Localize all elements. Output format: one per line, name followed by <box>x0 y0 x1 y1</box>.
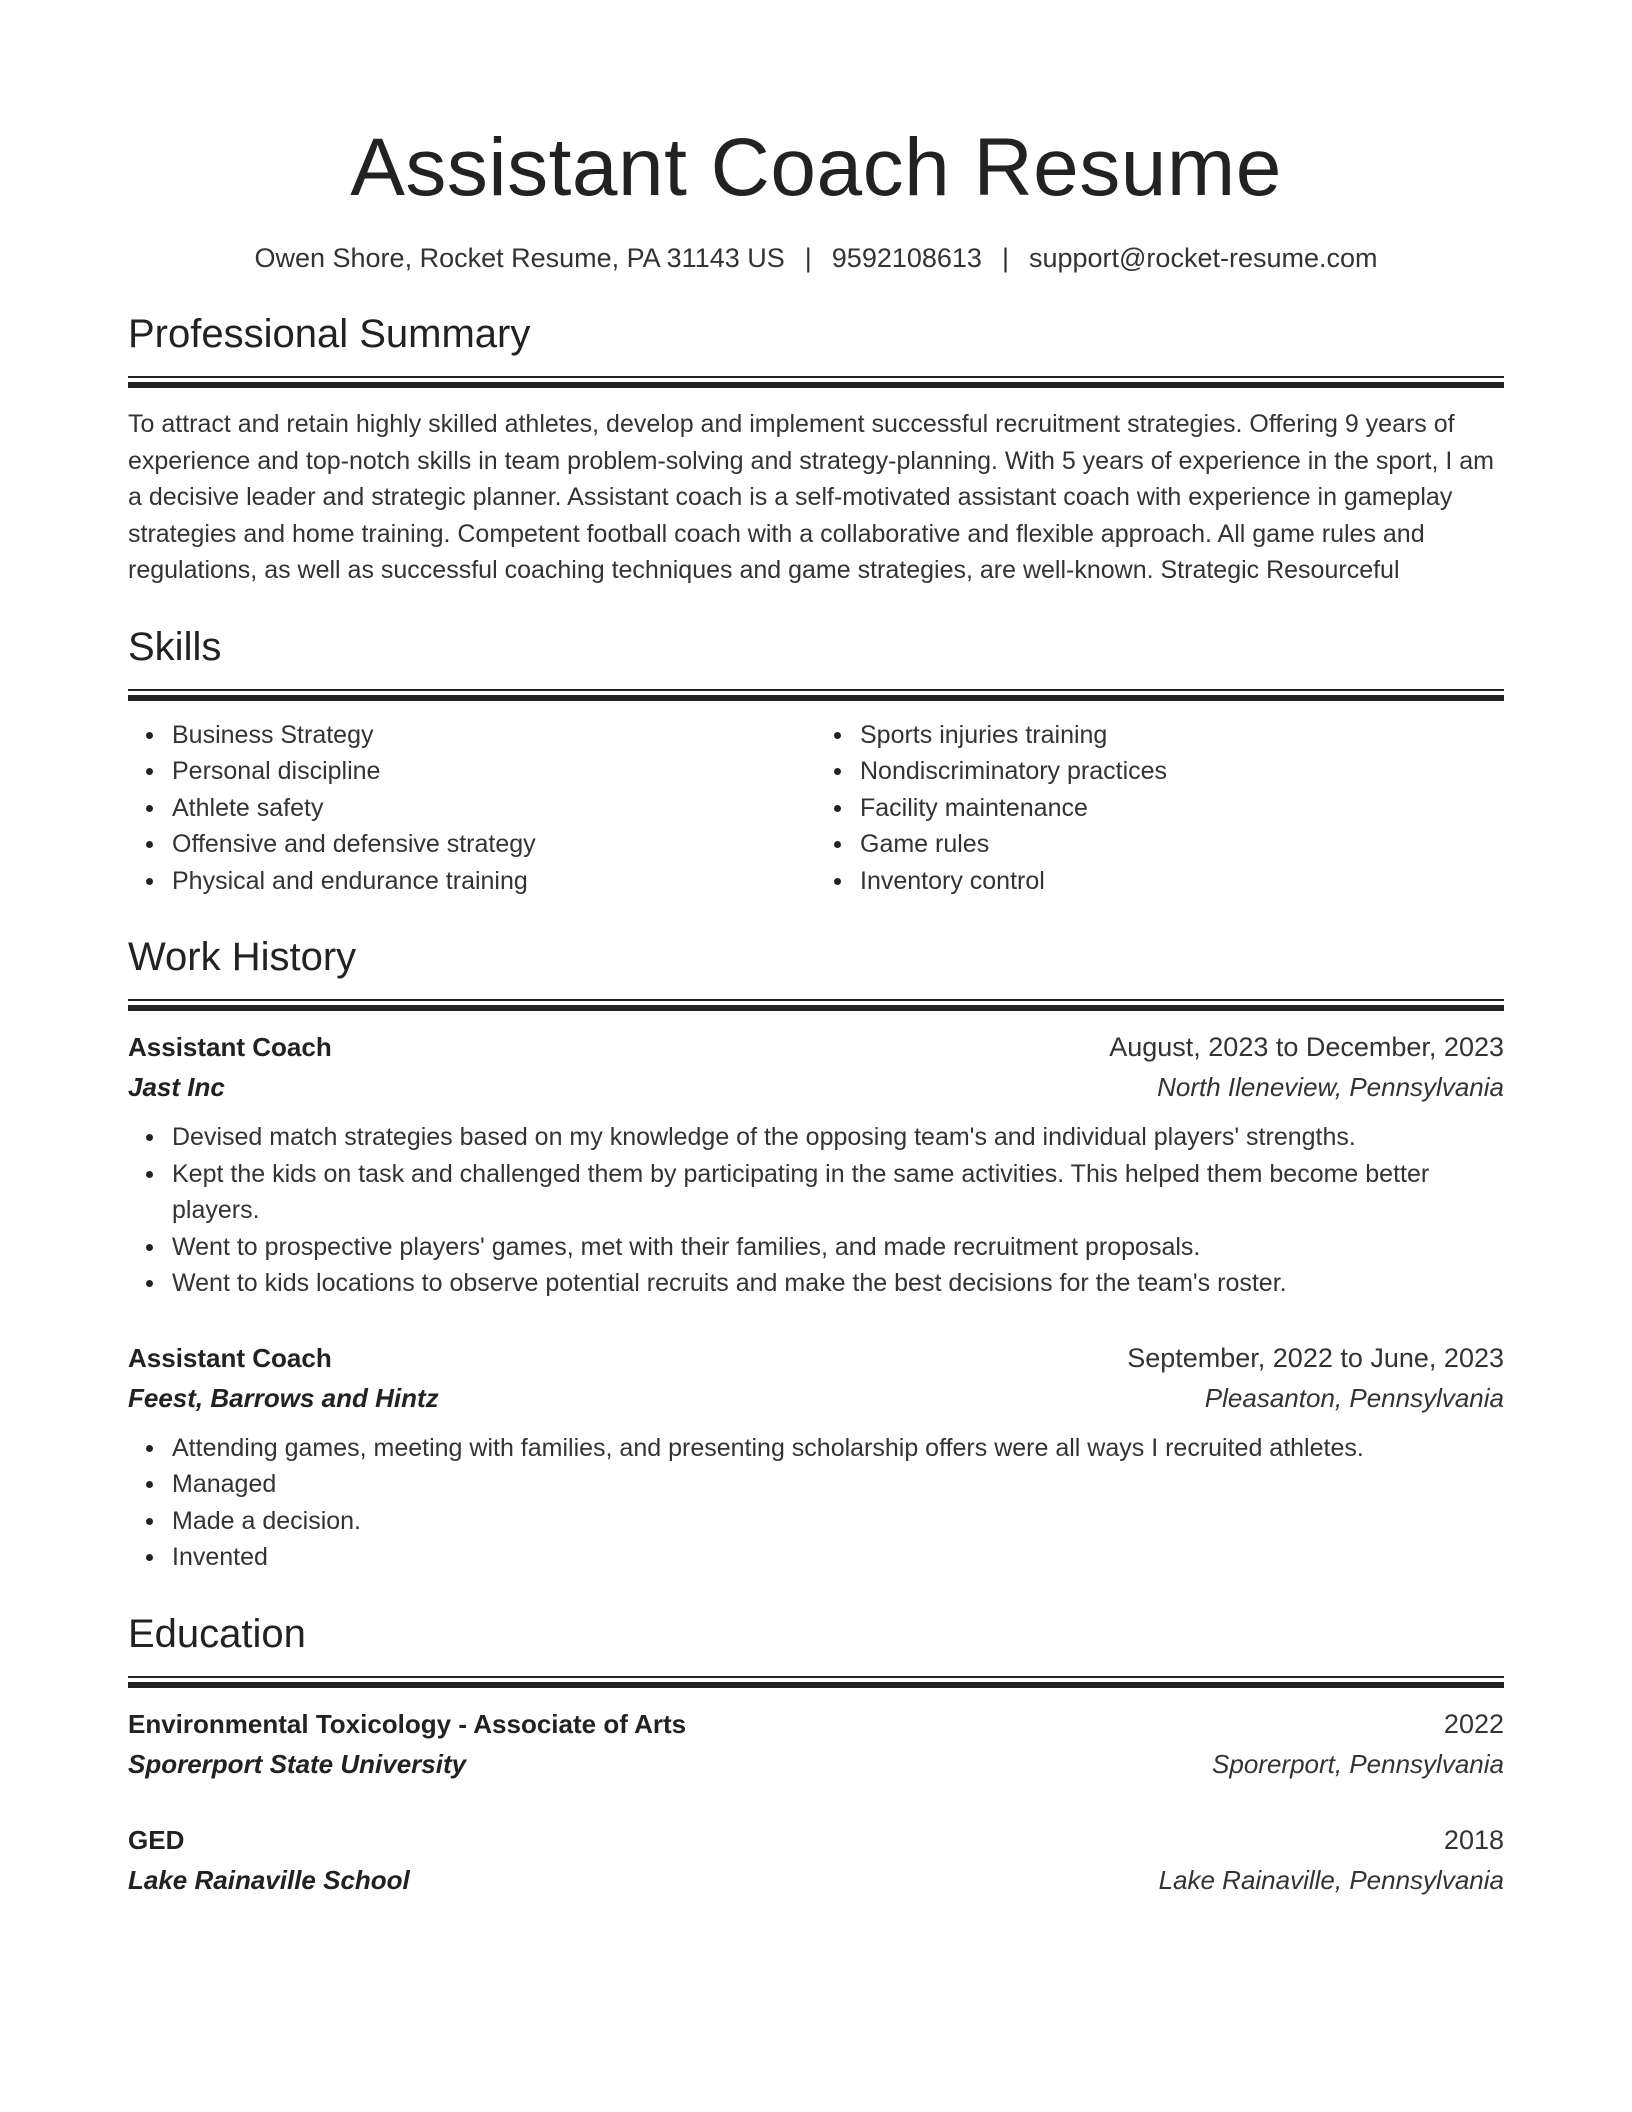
skill-item: Athlete safety <box>172 790 816 827</box>
skill-item: Nondiscriminatory practices <box>860 753 1504 790</box>
job-company: Jast Inc <box>128 1072 225 1102</box>
job-location: North Ileneview, Pennsylvania <box>1157 1072 1504 1102</box>
job-bullets <box>128 1430 1504 1576</box>
contact-separator: | <box>1001 243 1009 273</box>
job-entry <box>128 1027 1504 1302</box>
skill-item: Game rules <box>860 826 1504 863</box>
education-school: Sporerport State University <box>128 1748 467 1779</box>
job-entry <box>128 1338 1504 1576</box>
skills-grid <box>128 717 1504 900</box>
job-company-row <box>128 1067 1504 1107</box>
job-bullet: Went to prospective players' games, met with their families, and made recruitment proposals. <box>172 1229 1504 1266</box>
skill-item: Inventory control <box>860 863 1504 900</box>
section-divider <box>128 376 1504 388</box>
education-degree: Environmental Toxicology - Associate of Arts <box>128 1708 687 1739</box>
job-company-row <box>128 1378 1504 1418</box>
contact-separator: | <box>804 243 812 273</box>
education-header-row <box>128 1820 1504 1860</box>
job-location: Pleasanton, Pennsylvania <box>1204 1382 1504 1413</box>
job-bullet: Made a decision. <box>172 1503 1504 1540</box>
job-title: Assistant Coach <box>128 1342 332 1373</box>
education-entry <box>128 1820 1504 1900</box>
section-heading: Professional Summary <box>128 312 531 356</box>
section-heading: Skills <box>128 624 222 669</box>
job-bullet: Attending games, meeting with families, and presenting scholarship offers were all ways I recruited athletes. <box>172 1430 1504 1467</box>
contact-address: Owen Shore, Rocket Resume, PA 31143 US <box>254 243 785 273</box>
job-bullets <box>128 1119 1504 1302</box>
section-professional-summary <box>128 308 1504 589</box>
section-heading: Education <box>128 1611 306 1656</box>
section-skills <box>128 621 1504 900</box>
skill-item: Facility maintenance <box>860 790 1504 827</box>
education-school: Lake Rainaville School <box>128 1864 410 1895</box>
job-bullet: Managed <box>172 1466 1504 1503</box>
education-entry <box>128 1704 1504 1784</box>
section-education <box>128 1608 1504 1900</box>
skill-item: Offensive and defensive strategy <box>172 826 816 863</box>
job-dates: September, 2022 to June, 2023 <box>1127 1342 1504 1373</box>
education-location: Sporerport, Pennsylvania <box>1212 1748 1504 1779</box>
skill-item: Personal discipline <box>172 753 816 790</box>
education-header-row <box>128 1704 1504 1744</box>
education-location: Lake Rainaville, Pennsylvania <box>1158 1864 1504 1895</box>
contact-email: support@rocket-resume.com <box>1028 243 1378 273</box>
skill-item: Physical and endurance training <box>172 863 816 900</box>
section-work-history <box>128 931 1504 1576</box>
job-title: Assistant Coach <box>128 1032 332 1062</box>
summary-paragraph: To attract and retain highly skilled athletes, develop and implement successful recruitment strategies. Offering 9 years of experience and top-notch skills in team problem-solving and strategy-planning. With 5 years of experience in the sport, I am a decisive leader and strategic planner. Assistant coach is a self-motivated assistant coach with experience in gameplay strategies and home training. Competent football coach with a collaborative and flexible approach. All game rules and regulations, as well as successful coaching techniques and game strategies, are well-known. Strategic Resourceful <box>128 410 1494 584</box>
skills-column-right <box>816 717 1504 900</box>
job-bullet: Went to kids locations to observe potential recruits and make the best decisions for the team's roster. <box>172 1265 1504 1302</box>
skills-column-left <box>128 717 816 900</box>
section-divider <box>128 999 1504 1011</box>
job-header-row <box>128 1027 1504 1067</box>
section-divider <box>128 689 1504 701</box>
education-degree: GED <box>128 1824 185 1855</box>
contact-phone: 9592108613 <box>831 243 982 273</box>
section-heading: Work History <box>128 935 357 979</box>
job-bullet: Invented <box>172 1539 1504 1576</box>
document-title: Assistant Coach Resume <box>350 122 1282 213</box>
job-bullet: Devised match strategies based on my knowledge of the opposing team's and individual players' strengths. <box>172 1119 1504 1156</box>
job-header-row <box>128 1338 1504 1378</box>
education-school-row <box>128 1744 1504 1784</box>
education-year: 2022 <box>1443 1708 1504 1739</box>
job-dates: August, 2023 to December, 2023 <box>1109 1032 1504 1062</box>
section-divider <box>128 1676 1504 1688</box>
contact-line <box>128 240 1504 276</box>
job-bullet: Kept the kids on task and challenged them by participating in the same activities. This helped them become better players. <box>172 1156 1504 1229</box>
education-year: 2018 <box>1443 1824 1504 1855</box>
skill-item: Sports injuries training <box>860 717 1504 754</box>
skill-item: Business Strategy <box>172 717 816 754</box>
education-school-row <box>128 1860 1504 1900</box>
job-company: Feest, Barrows and Hintz <box>128 1382 439 1413</box>
